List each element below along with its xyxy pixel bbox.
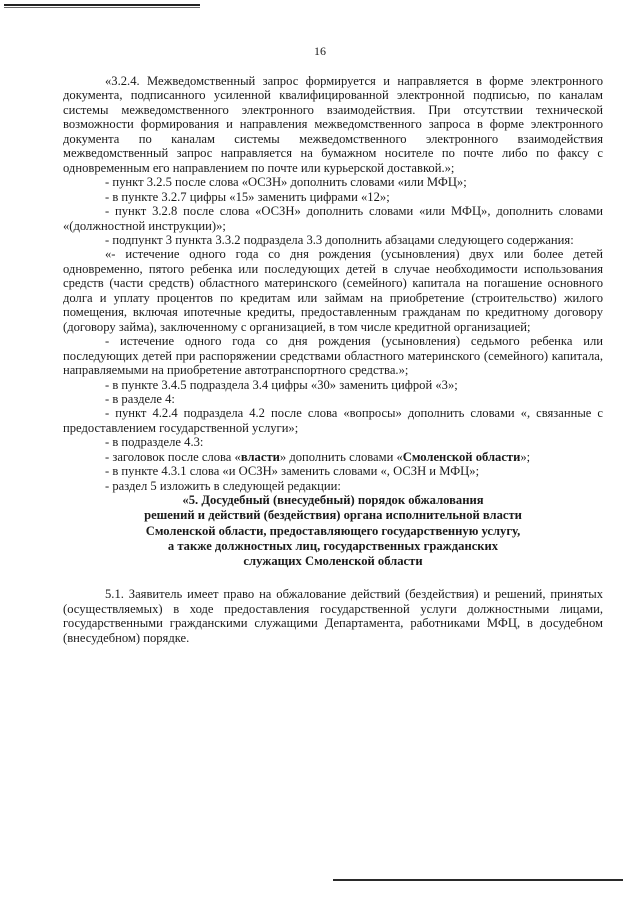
heading-line: а также должностных лиц, государственных гражданских (167, 538, 499, 553)
bold-word-vlasti: власти (240, 449, 280, 464)
paragraph-item: - подпункт 3 пункта 3.3.2 подраздела 3.3 дополнить абзацами следующего содержания: (105, 232, 574, 247)
heading-line: решений и действий (бездействия) органа исполнительной власти (144, 508, 522, 523)
paragraph-item: - пункт 4.2.4 подраздела 4.2 после слова «вопросы» дополнить словами «, связанные с предоставлением государственной услуги»; (63, 406, 603, 435)
heading-line: Смоленской области, предоставляющего государственную услугу, (145, 523, 521, 538)
paragraph-3-2-4: «3.2.4. Межведомственный запрос формируется и направляется в форме электронного документа, подписанного усиленной квалифицированной электронной подписью, по каналам системы межведомственного электронного взаимодействия. При отсутствии технической возможности формирования и направления межведомственного запроса в форме электронного документа по каналам системы межведомственного электронного взаимодействия межведомственный запрос направляется на бумажном носителе по почте либо по факсу с одновременным его направлением по почте или курьерской доставкой.»; (63, 74, 603, 175)
heading-line: «5. Досудебный (внесудебный) порядок обжалования (182, 493, 484, 508)
page-number: 16 (314, 44, 326, 58)
bold-line-prefix: - заголовок после слова « (105, 449, 241, 464)
paragraph-item: - пункт 3.2.8 после слова «ОСЗН» дополнить словами «или МФЦ», дополнить словами «(должностной инструкции)»; (63, 204, 603, 233)
heading-line: служащих Смоленской области (243, 553, 423, 568)
paragraph-5-1: 5.1. Заявитель имеет право на обжалование действий (бездействия) и решений, принятых (осуществляемых) в ходе предоставления государственной услуги должностными лицами, государственными гражданскими служащими Департамента, работниками МФЦ, в досудебном (внесудебном) порядке. (63, 587, 603, 645)
bold-word-smolensk: Смоленской области (402, 449, 521, 464)
bold-line-middle: » дополнить словами « (279, 449, 403, 464)
scan-artifact-bottom (333, 879, 623, 881)
paragraph-item: - в пункте 3.4.5 подраздела 3.4 цифры «30» заменить цифрой «3»; (105, 377, 458, 392)
paragraph-item: - в подразделе 4.3: (105, 435, 204, 450)
paragraph-item: - пункт 3.2.5 после слова «ОСЗН» дополнить словами «или МФЦ»; (105, 175, 467, 190)
paragraph-item: - истечение одного года со дня рождения (усыновления) седьмого ребенка или последующих детей при распоряжении средствами областного материнского (семейного) капитала, направляемыми на приобретение автотранспортного средства.»; (63, 334, 603, 378)
paragraph-item: - раздел 5 изложить в следующей редакции: (105, 478, 341, 493)
paragraph-heading-amendment (63, 450, 603, 464)
section-5-heading (63, 493, 603, 569)
paragraph-item: «- истечение одного года со дня рождения (усыновления) двух или более детей одновременно, пятого ребенка или последующих детей в случае необходимости использования средств (части средств) областного материнского (семейного) капитала на погашение основного долга и уплату процентов по кредитам или займам на приобретение (строительство) жилого помещения, включая ипотечные кредиты, предоставленным гражданам по кредитному договору (договору займа), заключенному с организацией, в том числе кредитной организацией; (63, 247, 603, 334)
paragraph-item: - в пункте 4.3.1 слова «и ОСЗН» заменить словами «, ОСЗН и МФЦ»; (105, 464, 480, 479)
paragraph-item: - в пункте 3.2.7 цифры «15» заменить цифрами «12»; (105, 189, 390, 204)
paragraph-item: - в разделе 4: (105, 391, 175, 406)
document-body (63, 74, 603, 645)
bold-line-suffix: »; (520, 449, 531, 464)
scan-artifact-top (4, 4, 200, 9)
